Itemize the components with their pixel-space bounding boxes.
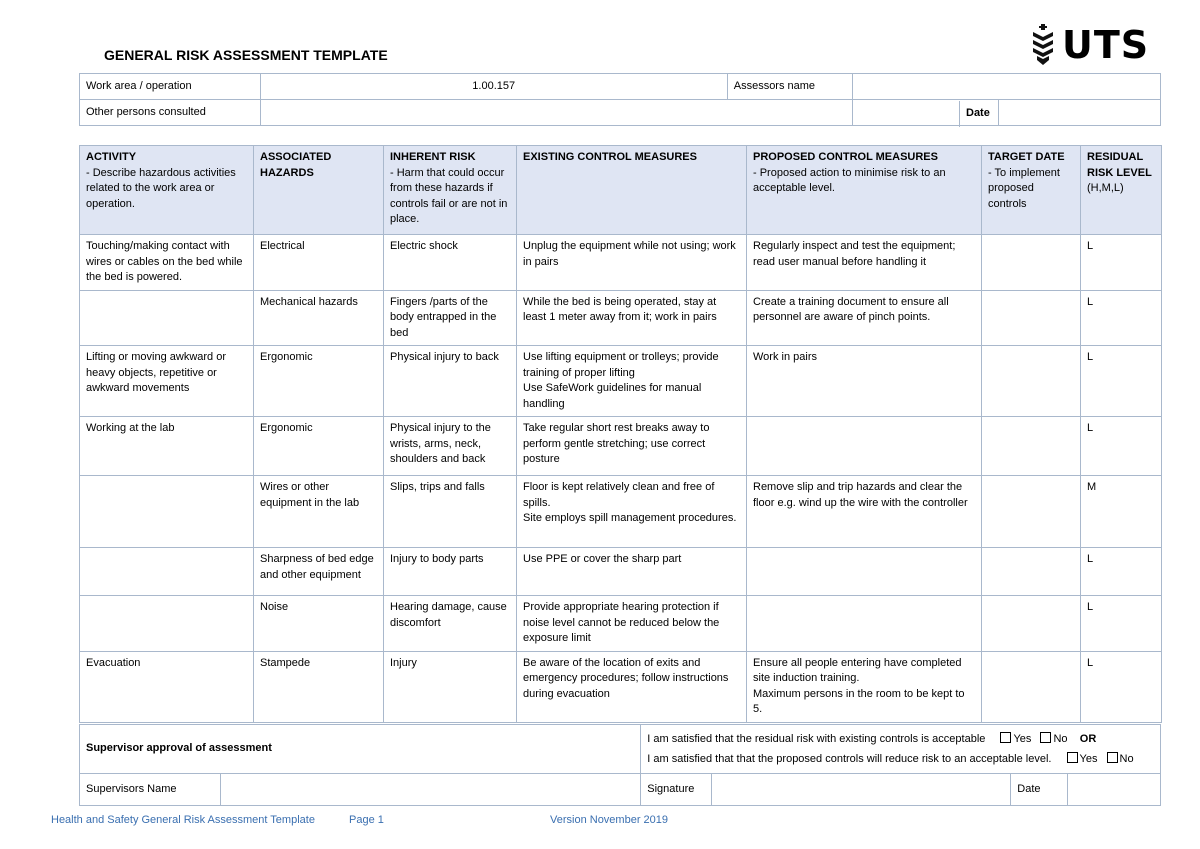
cell-inherent-risk: Electric shock [384, 235, 517, 291]
cell-residual-risk: L [1081, 596, 1162, 652]
cell-target-date [982, 346, 1081, 417]
table-row [80, 235, 1162, 291]
line2-yes-label: Yes [1079, 753, 1098, 765]
supervisor-date-cell [1011, 774, 1161, 806]
cell-residual-risk: L [1081, 651, 1162, 722]
supervisor-name-row [80, 774, 1161, 806]
supervisor-approval-statements [641, 725, 1161, 774]
cell-residual-risk: L [1081, 548, 1162, 596]
cell-target-date [982, 548, 1081, 596]
cell-proposed-controls [747, 548, 982, 596]
line1-yes-checkbox[interactable] [1000, 732, 1011, 743]
cell-activity [80, 596, 254, 652]
table-row [80, 596, 1162, 652]
supervisor-date-label: Date [1011, 774, 1068, 805]
table-row [80, 651, 1162, 722]
table-row [80, 417, 1162, 476]
cell-proposed-controls: Create a training document to ensure all personnel are aware of pinch points. [747, 290, 982, 346]
cell-existing-controls: Provide appropriate hearing protection if noise level cannot be reduced below the exposure limit [517, 596, 747, 652]
line1-no-label: No [1053, 733, 1068, 745]
cell-inherent-risk: Fingers /parts of the body entrapped in the bed [384, 290, 517, 346]
line2-yes-checkbox[interactable] [1067, 752, 1078, 763]
cell-activity: Touching/making contact with wires or cables on the bed while the bed is powered. [80, 235, 254, 291]
cell-existing-controls: Be aware of the location of exits and emergency procedures; follow instructions during evacuation [517, 651, 747, 722]
cell-target-date [982, 417, 1081, 476]
work-area-label: Work area / operation [80, 74, 261, 100]
cell-inherent-risk: Injury to body parts [384, 548, 517, 596]
cell-residual-risk: L [1081, 417, 1162, 476]
cell-existing-controls: Use PPE or cover the sharp part [517, 548, 747, 596]
info-table [79, 73, 1161, 126]
col-activity: ACTIVITY - Describe hazardous activities related to the work area or operation. [80, 146, 254, 235]
date-divider [959, 101, 960, 127]
cell-inherent-risk: Physical injury to the wrists, arms, neck, shoulders and back [384, 417, 517, 476]
assessors-name-value[interactable] [853, 74, 1161, 100]
cell-proposed-controls: Remove slip and trip hazards and clear the floor e.g. wind up the wire with the controller [747, 476, 982, 548]
cell-hazard: Mechanical hazards [254, 290, 384, 346]
line1-no-checkbox[interactable] [1040, 732, 1051, 743]
cell-activity: Working at the lab [80, 417, 254, 476]
cell-proposed-controls: Ensure all people entering have completed site induction training. Maximum persons in the room to be kept to 5. [747, 651, 982, 722]
supervisor-approval-label: Supervisor approval of assessment [80, 725, 641, 774]
info-row-2 [80, 100, 1161, 126]
cell-existing-controls: Use lifting equipment or trolleys; provide training of proper lifting Use SafeWork guidelines for manual handling [517, 346, 747, 417]
or-label: OR [1079, 733, 1097, 745]
table-row [80, 548, 1162, 596]
other-persons-label: Other persons consulted [80, 100, 261, 126]
signature-label: Signature [641, 774, 712, 806]
cell-inherent-risk: Slips, trips and falls [384, 476, 517, 548]
cell-proposed-controls: Regularly inspect and test the equipment; read user manual before handling it [747, 235, 982, 291]
cell-inherent-risk: Injury [384, 651, 517, 722]
col-inherent-risk: INHERENT RISK - Harm that could occur from these hazards if controls fail or are not in place. [384, 146, 517, 235]
cell-proposed-controls: Work in pairs [747, 346, 982, 417]
table-header-row [80, 146, 1162, 235]
assessors-name-label: Assessors name [727, 74, 853, 100]
cell-existing-controls: Floor is kept relatively clean and free of spills. Site employs spill management procedures. [517, 476, 747, 548]
table-row [80, 476, 1162, 548]
cell-target-date [982, 290, 1081, 346]
other-persons-value[interactable] [260, 100, 853, 126]
cell-residual-risk: L [1081, 235, 1162, 291]
cell-inherent-risk: Hearing damage, cause discomfort [384, 596, 517, 652]
cell-hazard: Stampede [254, 651, 384, 722]
cell-activity [80, 476, 254, 548]
cell-inherent-risk: Physical injury to back [384, 346, 517, 417]
supervisor-name-label: Supervisors Name [80, 774, 221, 806]
col-target-date: TARGET DATE - To implement proposed controls [982, 146, 1081, 235]
supervisor-date-value[interactable] [1068, 774, 1160, 805]
cell-target-date [982, 651, 1081, 722]
table-row [80, 290, 1162, 346]
cell-target-date [982, 476, 1081, 548]
cell-existing-controls: Unplug the equipment while not using; work in pairs [517, 235, 747, 291]
col-residual-risk: RESIDUAL RISK LEVEL (H,M,L) [1081, 146, 1162, 235]
date-label: Date [966, 107, 990, 119]
cell-activity: Evacuation [80, 651, 254, 722]
footer-page: Page 1 [349, 814, 384, 826]
uts-logo [1028, 22, 1149, 68]
cell-existing-controls: While the bed is being operated, stay at least 1 meter away from it; work in pairs [517, 290, 747, 346]
logo-text: UTS [1062, 23, 1150, 67]
cell-hazard: Electrical [254, 235, 384, 291]
date-value[interactable] [999, 100, 1161, 126]
signature-value[interactable] [712, 774, 1011, 806]
col-hazards: ASSOCIATED HAZARDS [254, 146, 384, 235]
cell-target-date [982, 235, 1081, 291]
line2-no-label: No [1119, 753, 1134, 765]
cell-activity: Lifting or moving awkward or heavy objects, repetitive or awkward movements [80, 346, 254, 417]
footer-version: Version November 2019 [550, 814, 669, 826]
cell-hazard: Sharpness of bed edge and other equipment [254, 548, 384, 596]
supervisor-approval-row [80, 725, 1161, 774]
col-existing-controls: EXISTING CONTROL MEASURES [517, 146, 747, 235]
work-area-value[interactable]: 1.00.157 [260, 74, 727, 100]
page-title: GENERAL RISK ASSESSMENT TEMPLATE [104, 47, 388, 63]
supervisor-table [79, 724, 1161, 806]
line2-no-checkbox[interactable] [1107, 752, 1118, 763]
risk-table [79, 145, 1162, 723]
footer-doc-title: Health and Safety General Risk Assessment Template [51, 814, 315, 826]
cell-existing-controls: Take regular short rest breaks away to perform gentle stretching; use correct posture [517, 417, 747, 476]
cell-hazard: Noise [254, 596, 384, 652]
cell-hazard: Wires or other equipment in the lab [254, 476, 384, 548]
cell-residual-risk: L [1081, 290, 1162, 346]
col-proposed-controls: PROPOSED CONTROL MEASURES - Proposed action to minimise risk to an acceptable level. [747, 146, 982, 235]
cell-activity [80, 290, 254, 346]
approval-line-1: I am satisfied that the residual risk with existing controls is acceptable [647, 733, 986, 745]
info-row-1 [80, 74, 1161, 100]
approval-line-2: I am satisfied that that the proposed controls will reduce risk to an acceptable level. [647, 753, 1052, 765]
cell-hazard: Ergonomic [254, 417, 384, 476]
cell-residual-risk: M [1081, 476, 1162, 548]
cell-activity [80, 548, 254, 596]
table-row [80, 346, 1162, 417]
cell-proposed-controls [747, 417, 982, 476]
line1-yes-label: Yes [1013, 733, 1032, 745]
uts-crest-icon [1028, 23, 1058, 67]
cell-hazard: Ergonomic [254, 346, 384, 417]
cell-proposed-controls [747, 596, 982, 652]
supervisor-name-value[interactable] [221, 774, 641, 806]
cell-target-date [982, 596, 1081, 652]
cell-residual-risk: L [1081, 346, 1162, 417]
